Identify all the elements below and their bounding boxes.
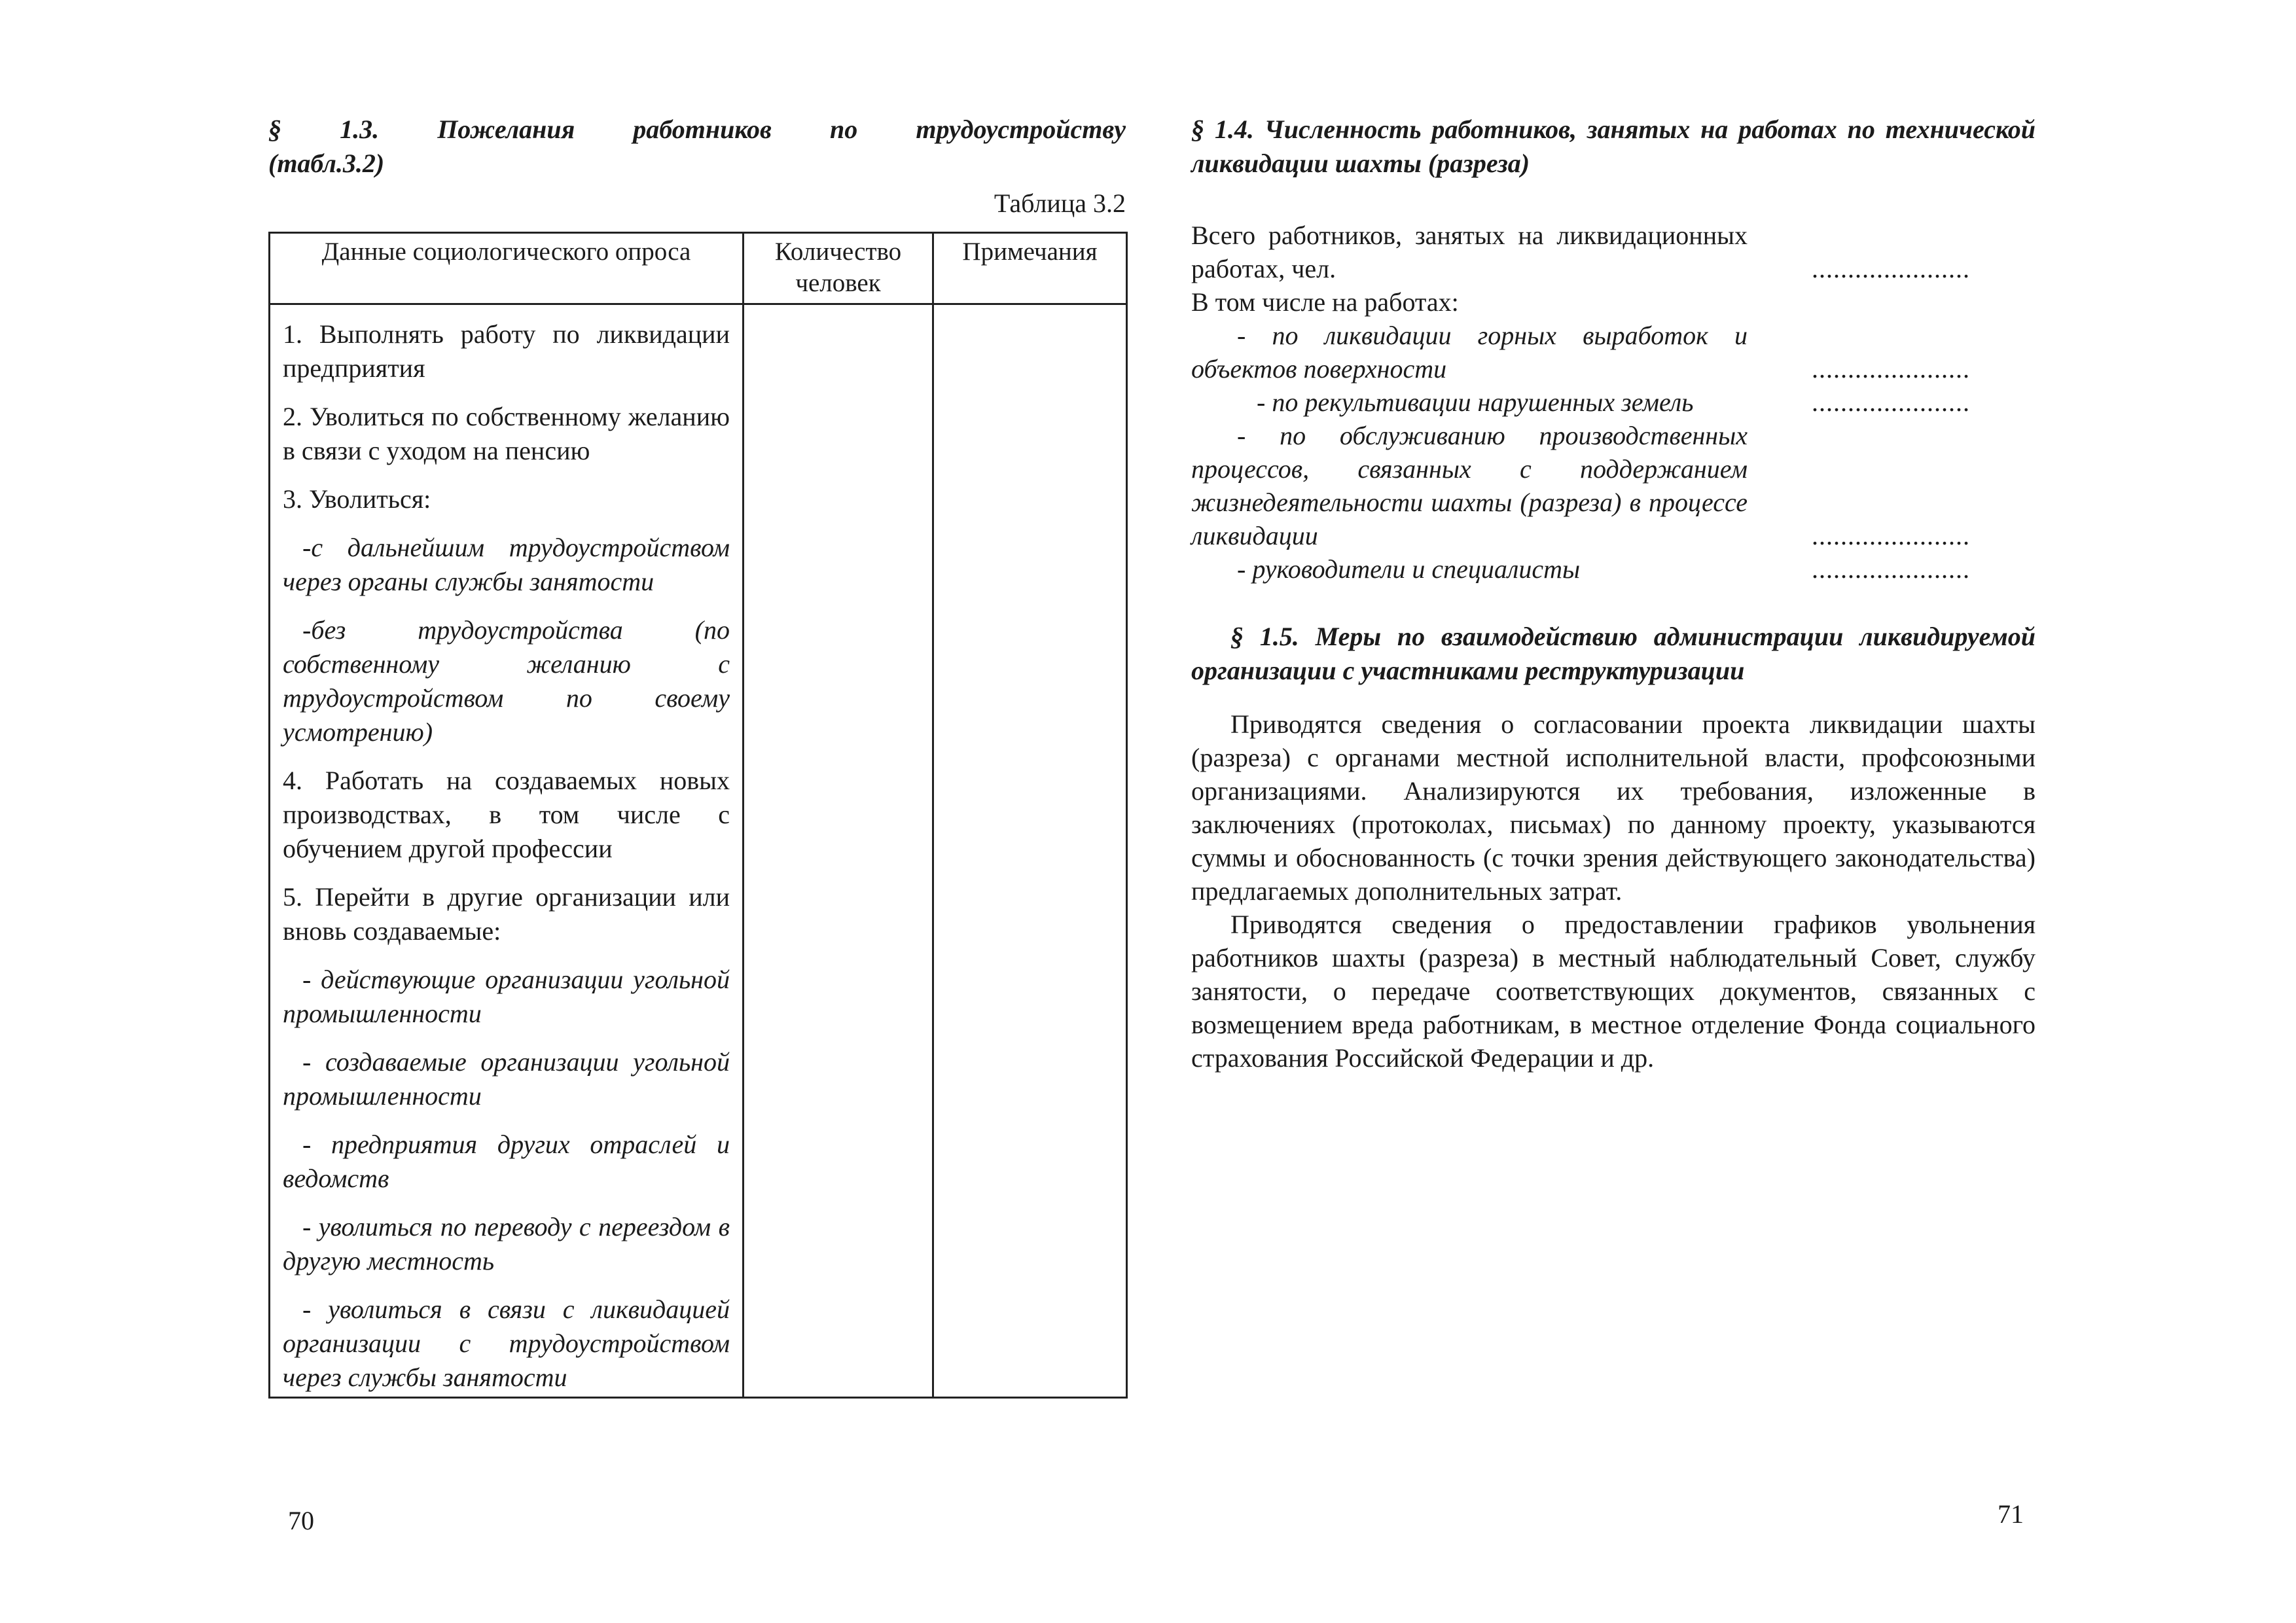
stats-row [1191,419,2036,552]
table-row: 5. Перейти в другие организации или вновь создаваемые: [283,882,730,946]
table-caption: Таблица 3.2 [994,188,1126,218]
notes-column-cell [933,304,1127,1398]
section-1-5-title [1191,620,2036,688]
table-row: -с дальнейшим трудоустройством через органы службы занятости [283,533,730,596]
stats-dots: ...................... [1812,354,1970,383]
total-dots: ...................... [1812,254,1970,283]
page-number-right: 71 [1998,1499,2024,1529]
paragraph-2: Приводятся сведения о предоставлении графиков увольнения работников шахты (разреза) в местный наблюдательный Совет, службу занятости, о передаче соответствующих документов, связанных с возмещением вреда работникам, в местное отделение Фонда социального страхования Российской Федерации и др. [1191,910,2036,1073]
stats-item: - по ликвидации горных выработок и объектов поверхности [1191,321,1748,383]
header-survey-data: Данные социологического опроса [270,233,744,304]
table-header-row [270,233,1127,304]
section-1-3-title-line2: (табл.3.2) [268,149,385,178]
table-row: 1. Выполнять работу по ликвидации предприятия [283,319,730,383]
section-1-3-title-line1: § 1.3. Пожелания работников по трудоустройству [268,115,1126,144]
section-1-4-title-text: § 1.4. Численность работников, занятых на работах по технической ликвидации шахты (разреза) [1191,115,2036,178]
stats-dots: ...................... [1812,521,1970,550]
table-row: 2. Уволиться по собственному желанию в связи с уходом на пенсию [283,402,730,465]
table-row: - создаваемые организации угольной промышленности [283,1047,730,1111]
header-notes: Примечания [933,233,1127,304]
survey-table [268,232,1128,1399]
table-row: - уволиться в связи с ликвидацией организации с трудоустройством через службы занятости [283,1294,730,1392]
stats-row-total [1191,219,2036,285]
stats-row [1191,552,2036,586]
count-column-cell [744,304,933,1398]
total-label: Всего работников, занятых на ликвидационных работах, чел. [1191,221,1748,283]
page-number-left: 70 [288,1506,314,1535]
table-row: 4. Работать на создаваемых новых производствах, в том числе с обучением другой профессии [283,766,730,863]
header-count: Количество человек [744,233,933,304]
right-page [1191,0,2036,1623]
stats-item: - руководители и специалисты [1237,554,1581,584]
table-row: 3. Уволиться: [283,484,431,514]
stats-dots: ...................... [1812,554,1970,584]
stats-row [1191,319,2036,385]
paragraph-1: Приводятся сведения о согласовании проекта ликвидации шахты (разреза) с органами местной исполнительной власти, профсоюзными организациями. Анализируются их требования, изложенные в заключениях (протоколах, письмах) по данному проекту, указываются суммы и обоснованность (с точки зрения действующего законодательства) предлагаемых дополнительных затрат. [1191,709,2036,906]
stats-item: - по обслуживанию производственных процессов, связанных с поддержанием жизнедеятельности шахты (разреза) в процессе ликвидации [1191,421,1748,550]
stats-item: - по рекультивации нарушенных земель [1257,387,1694,417]
left-page [268,0,1126,1623]
table-row: -без трудоустройства (по собственному желанию с трудоустройством по своему усмотрению) [283,615,730,747]
survey-items-cell [270,304,744,1398]
table-row: - предприятия других отраслей и ведомств [283,1130,730,1193]
workforce-stats [1191,219,2036,586]
section-1-3-title [268,113,1126,181]
stats-row [1191,385,2036,419]
stats-dots: ...................... [1812,387,1970,417]
section-1-5-title-text: § 1.5. Меры по взаимодействию администрации ликвидируемой организации с участниками реструктуризации [1191,622,2036,685]
table-row: - уволиться по переводу с переездом в другую местность [283,1212,730,1275]
table-row: - действующие организации угольной промышленности [283,965,730,1028]
section-1-4-title [1191,113,2036,181]
including-label: В том числе на работах: [1191,287,1459,317]
